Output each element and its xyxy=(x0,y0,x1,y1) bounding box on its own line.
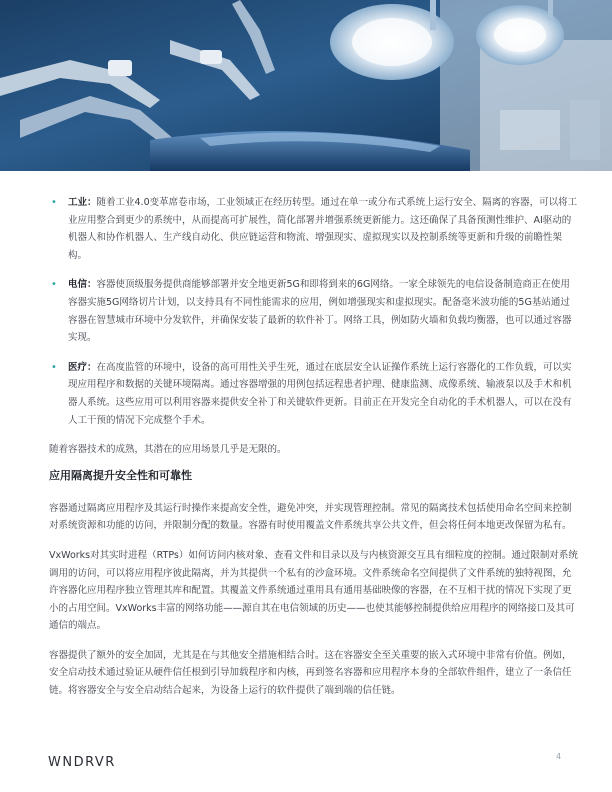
page-number: 4 xyxy=(556,752,562,761)
list-item-text: 在高度监管的环境中，设备的高可用性关乎生死，通过在底层安全认证操作系统上运行容器化的工作负载，可以实现应用程序和数据的关键环境隔离。通过容器增强的用例包括远程患者护理、健康监测、成像系统、输液泵以及手术和机器人系统。这些应用可以利用容器来提供安全补丁和关键软件更新。目前正在开发完全自动化的手术机器人，可以在没有人工干预的情况下完成整个手术。 xyxy=(68,361,572,426)
hero-image xyxy=(0,0,612,171)
bullet-icon: • xyxy=(51,279,57,291)
list-item-term: 工业： xyxy=(68,197,97,208)
paragraph-vxworks: VxWorks对其实时进程（RTPs）如何访问内核对象、查看文件和目录以及与内核资源交互具有细粒度的控制。通过限制对系统调用的访问，可以将应用程序彼此隔离，并为其提供一个私有的沙盒环境。文件系统命名空间提供了文件系统的独特视图，允许容器化应用程序独立管理其库和配置。其覆盖文件系统通过重用具有通用基础映像的容器，在不互相干扰的情况下实现了更小的占用空间。VxWorks丰富的网络功能——源自其在电信领域的历史——也使其能够控制提供给应用程序的网络接口及其可通信的端点。 xyxy=(49,549,578,632)
bullet-icon: • xyxy=(51,361,57,373)
list-item-telecom xyxy=(49,276,579,346)
list-item-term: 电信： xyxy=(68,279,97,291)
list-item-text: 容器使顶级服务提供商能够部署并安全地更新5G和即将到来的6G网络。一家全球领先的电信设备制造商正在使用容器实施5G网络切片计划，以支持具有不同性能需求的应用，例如增强现实和虚拟现实。配备毫米波功能的5G基站通过容器在智慧城市环境中分发软件，并确保安装了最新的软件补丁。网络工具，例如防火墙和负载均衡器，也可以通过容器实现。 xyxy=(68,279,572,344)
list-item-text: 随着工业4.0变革席卷市场，工业领域正在经历转型。通过在单一或分布式系统上运行安全、隔离的容器，可以将工业应用整合到更少的系统中，从而提高可扩展性，简化部署并增强系统更新能力。这还确保了具备预测性维护、AI驱动的机器人和协作机器人、生产线自动化、供应链运营和物流、增强现实、虚拟现实以及控制系统等更新和升级的前瞻性架构。 xyxy=(68,197,578,261)
paragraph-secure-boot: 容器提供了额外的安全加固，尤其是在与其他安全措施相结合时。这在容器安全至关重要的嵌入式环境中非常有价值。例如，安全启动技术通过验证从硬件信任根到引导加载程序和内核，再到签名容器和应用程序本身的全部软件组件，建立了一条信任链。将容器安全与安全启动结合起来，为设备上运行的软件提供了端到端的信任链。 xyxy=(49,649,572,697)
bullet-icon: • xyxy=(51,197,57,208)
section-heading: 应用隔离提升安全性和可靠性 xyxy=(49,468,192,482)
list-item-term: 医疗： xyxy=(68,361,97,373)
surgical-robot-image xyxy=(0,0,612,171)
closing-line: 随着容器技术的成熟，其潜在的应用场景几乎是无限的。 xyxy=(49,444,287,456)
windriver-logo: WNDRVR xyxy=(48,755,116,770)
application-list xyxy=(49,194,579,429)
list-item-industrial xyxy=(49,194,579,264)
main-content xyxy=(49,194,579,712)
paragraph-isolation: 容器通过隔离应用程序及其运行时操作来提高安全性，避免冲突，并实现管理控制。常见的隔离技术包括使用命名空间来控制对系统资源和功能的访问，并限制分配的数量。容器有时使用覆盖文件系统共享公共文件，但会将任何本地更改保留为私有。 xyxy=(49,502,572,532)
list-item-medical xyxy=(49,359,579,429)
